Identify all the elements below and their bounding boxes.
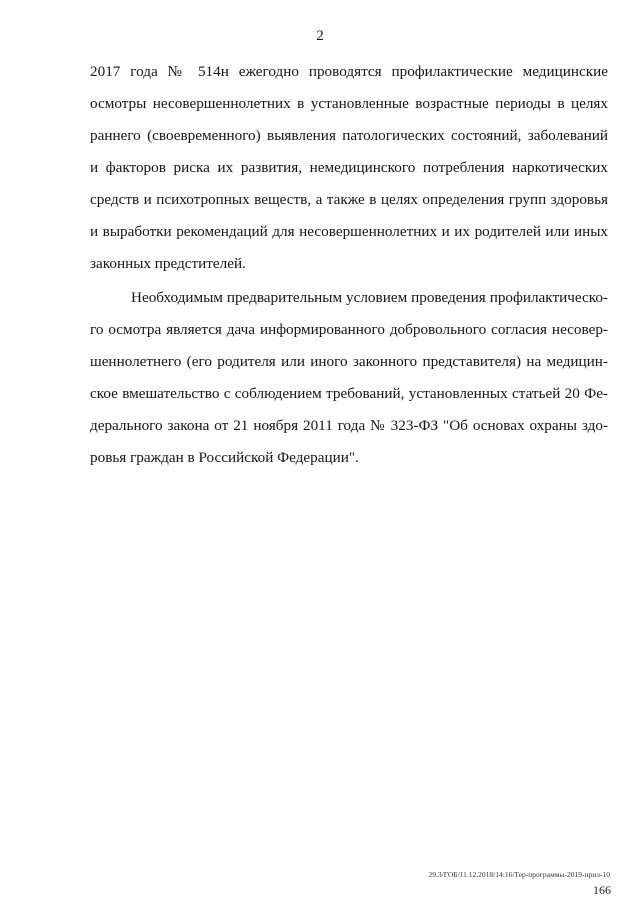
text-line: и выработки рекомендаций для несовершеннолетних и их родителей или иных <box>90 223 608 240</box>
text-line: осмотры несовершеннолетних в установленные возрастные периоды в целях <box>90 95 608 112</box>
footer-page-total: 166 <box>593 883 611 897</box>
text-line: раннего (своевременного) выявления патологических состояний, заболеваний <box>90 127 608 144</box>
text-line: шеннолетнего (его родителя или иного законного представителя) на медицин- <box>90 353 608 370</box>
text-line: и факторов риска их развития, немедицинского потребления наркотических <box>90 159 608 176</box>
text-line: 2017 года № 514н ежегодно проводятся профилактические медицинские <box>90 63 608 80</box>
text-line: законных предстителей. <box>90 255 246 272</box>
text-line: го осмотра является дача информированного добровольного согласия несовер- <box>90 321 608 338</box>
text-line: Необходимым предварительным условием проведения профилактическо- <box>131 289 608 306</box>
text-line: ровья граждан в Российской Федерации". <box>90 449 359 466</box>
page-number: 2 <box>316 28 324 44</box>
text-line: ское вмешательство с соблюдением требований, установленных статьей 20 Фе- <box>90 385 608 402</box>
text-line: средств и психотропных веществ, а также в целях определения групп здоровья <box>90 191 608 208</box>
text-line: дерального закона от 21 ноября 2011 года № 323-ФЗ "Об основах охраны здо- <box>90 417 608 434</box>
footer-document-code: 29.3/ГОБ/11.12.2018/14:16/Тер-программы-2019-прил-10 <box>428 870 610 879</box>
